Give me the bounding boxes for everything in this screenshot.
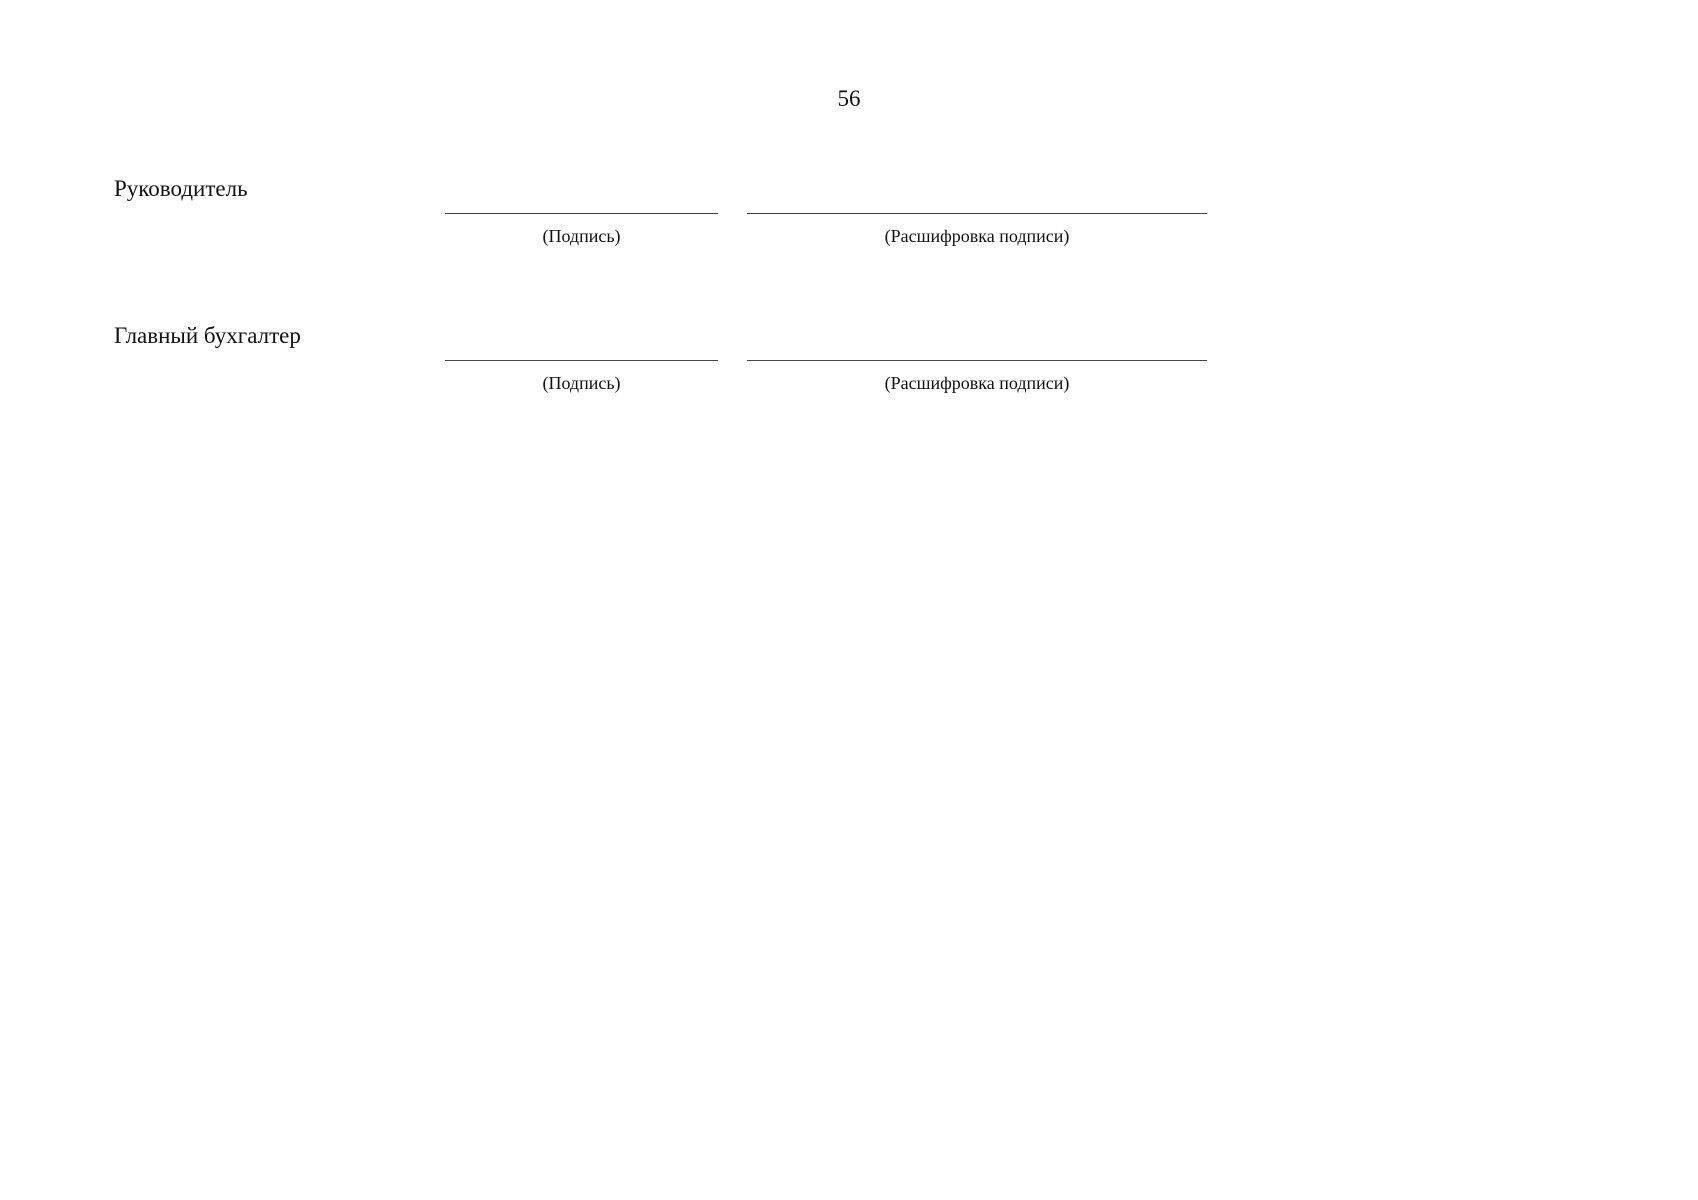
signature-decode-line-head	[747, 213, 1207, 214]
signature-decode-caption-chief-accountant: (Расшифровка подписи)	[884, 373, 1070, 393]
page-number: 56	[837, 86, 861, 111]
role-label-chief-accountant: Главный бухгалтер	[114, 323, 301, 348]
role-label-head: Руководитель	[114, 176, 248, 201]
signature-decode-caption-head: (Расшифровка подписи)	[884, 226, 1070, 246]
signature-decode-line-chief-accountant	[747, 360, 1207, 361]
signature-line-chief-accountant	[445, 360, 718, 361]
signature-line-head	[445, 213, 718, 214]
signature-caption-chief-accountant: (Подпись)	[542, 373, 621, 393]
signature-caption-head: (Подпись)	[542, 226, 621, 246]
